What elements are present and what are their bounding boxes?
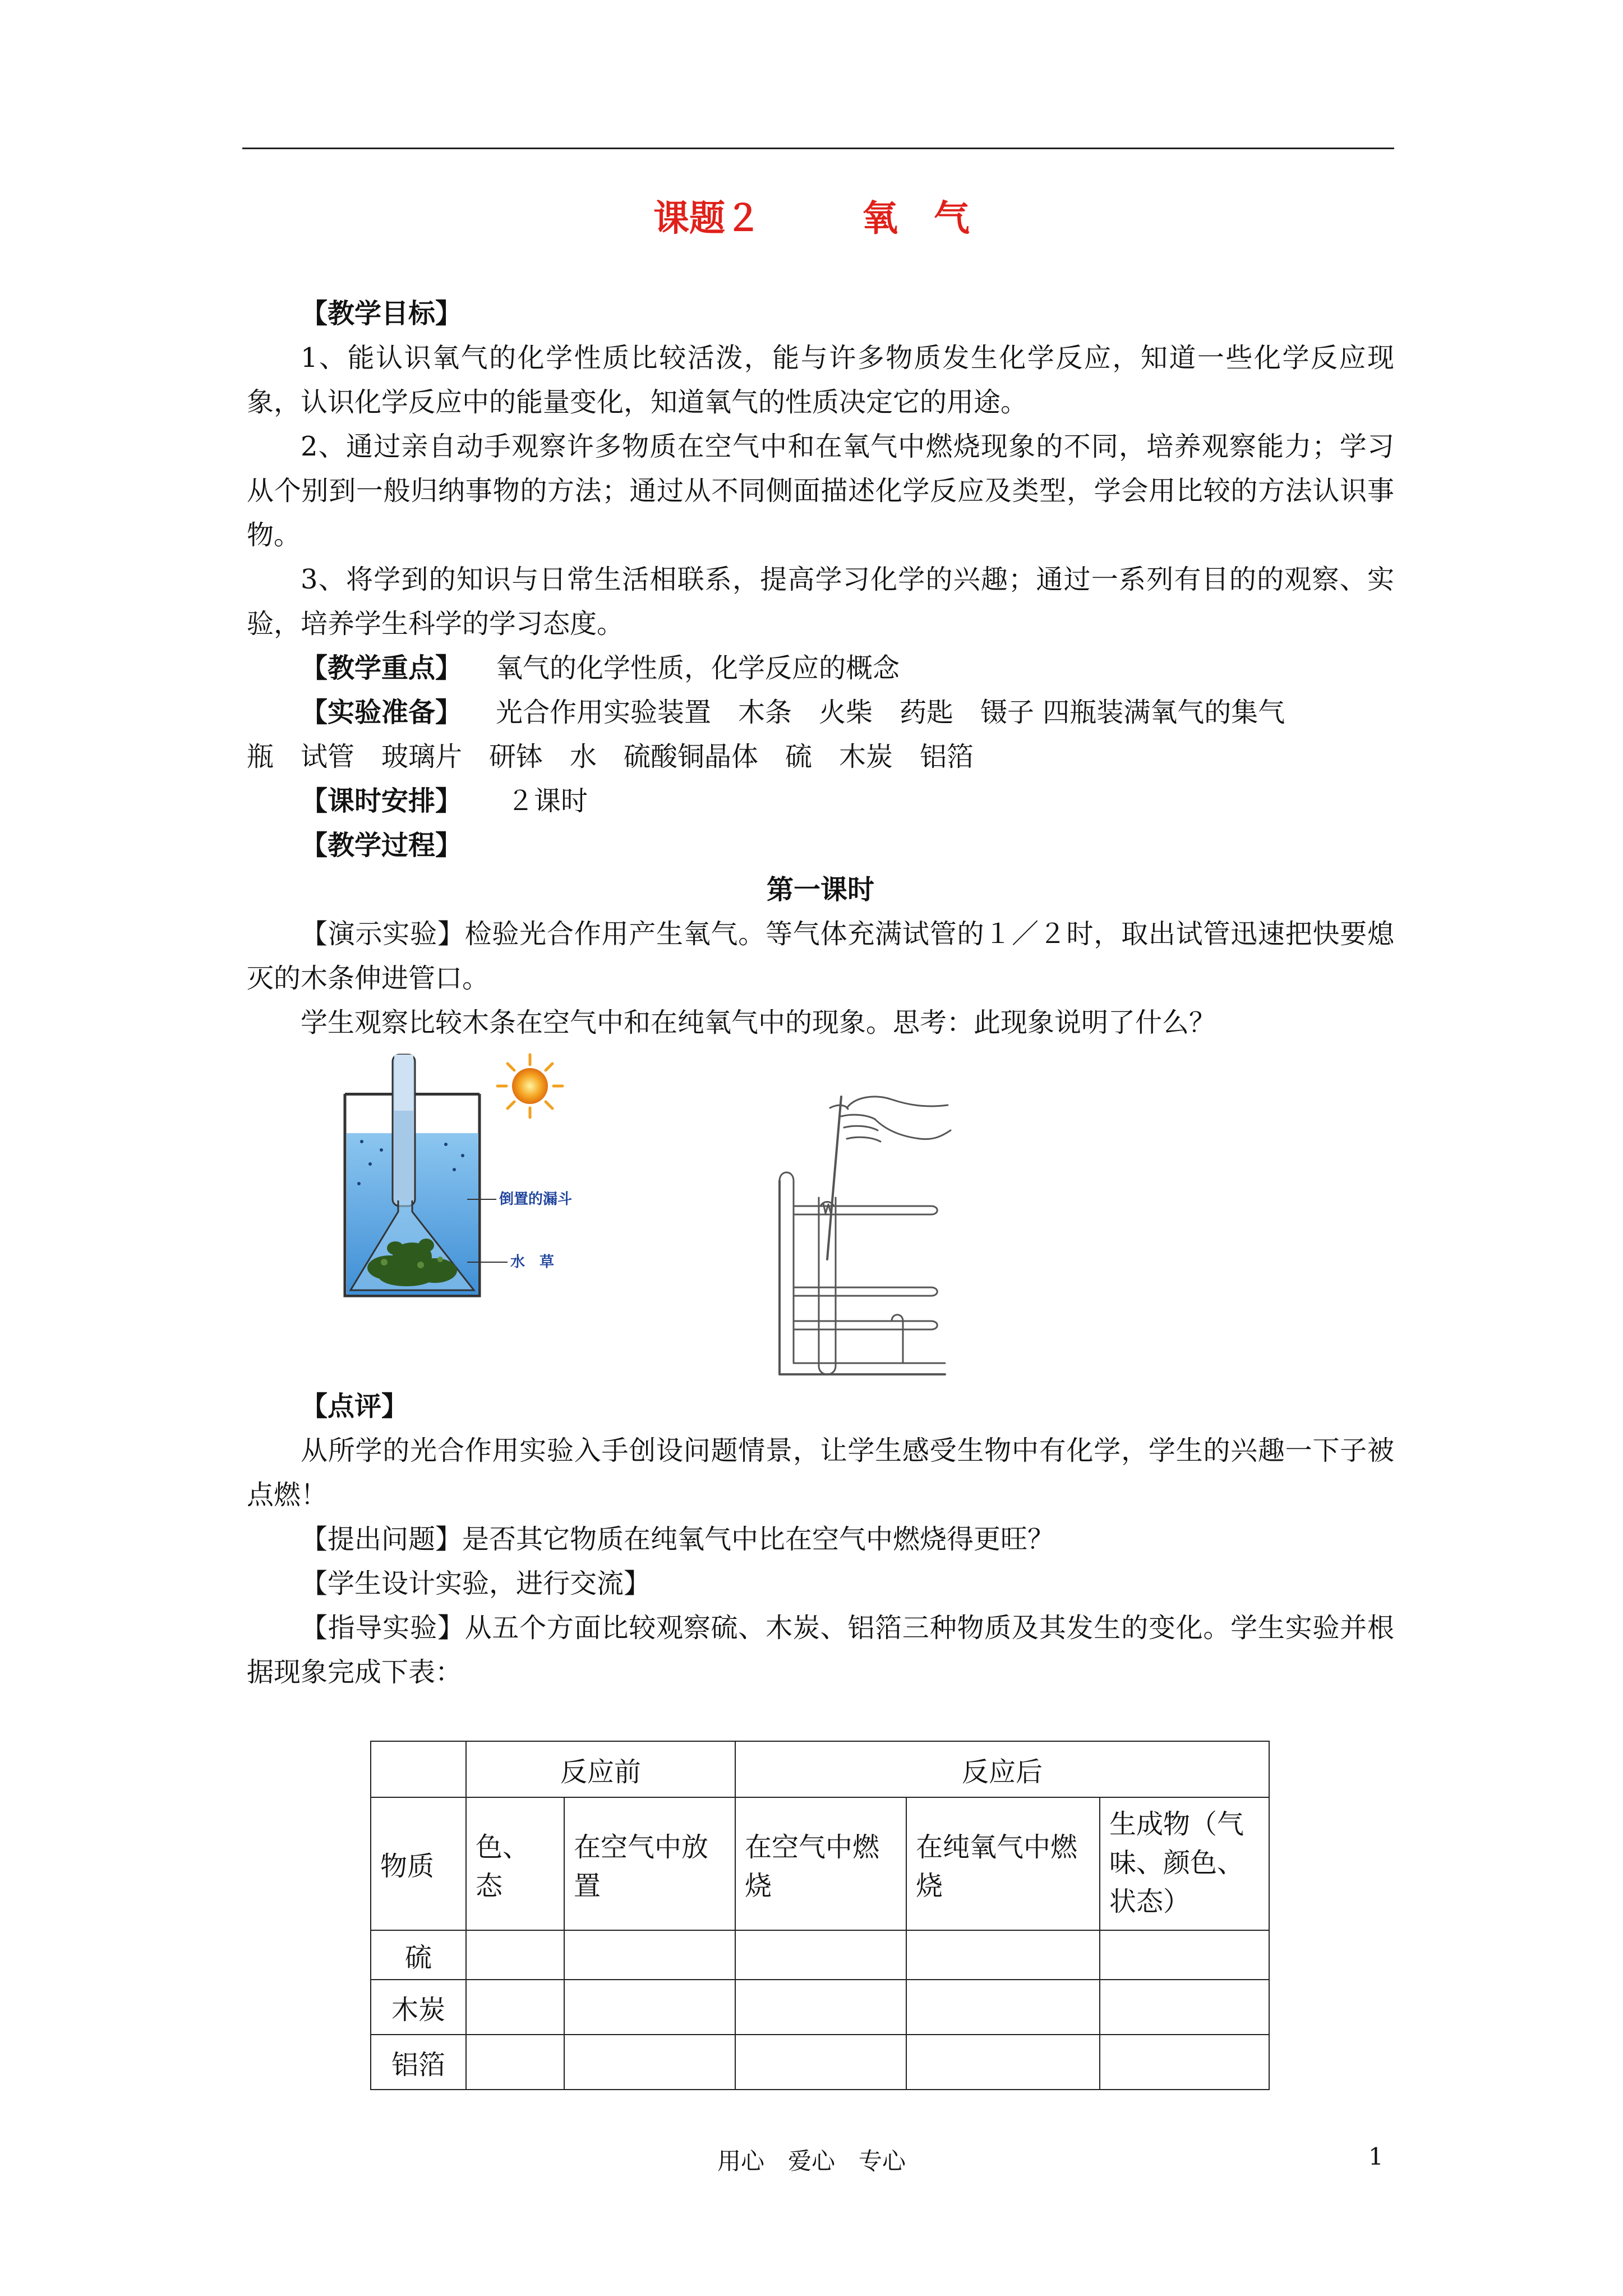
table-cell[interactable]: [906, 1980, 1100, 2035]
header-o2-burn: 在纯氧气中燃烧: [906, 1797, 1100, 1930]
prep-line2: 瓶 试管 玻璃片 研钵 水 硫酸铜晶体 硫 木炭 铝箔: [247, 741, 974, 772]
header-before: 反应前: [466, 1741, 735, 1797]
table-row: [371, 1980, 1269, 2035]
prep-row: [247, 691, 1394, 735]
footer-text: 用心 爱心 专心: [717, 2147, 906, 2175]
objectives-heading: 【教学目标】: [301, 298, 463, 329]
observation-table: [370, 1741, 1270, 2090]
table-cell[interactable]: [1100, 1980, 1269, 2035]
table-cell[interactable]: [466, 1930, 564, 1980]
lesson1-title: 第一课时: [766, 874, 874, 905]
table-cell[interactable]: [1100, 2035, 1269, 2090]
demo-label: 【演示实验】: [301, 918, 465, 950]
question-label: 【提出问题】: [301, 1524, 463, 1555]
header-substance: 物质: [371, 1797, 466, 1930]
question-text: 是否其它物质在纯氧气中比在空气中燃烧得更旺？: [462, 1524, 1055, 1555]
observe-paragraph: 学生观察比较木条在空气中和在纯氧气中的现象。思考：此现象说明了什么？: [301, 1007, 1216, 1038]
header-rule: [242, 148, 1394, 149]
table-cell[interactable]: [735, 2035, 906, 2090]
table-row: [371, 1930, 1269, 1980]
table-row: [371, 2035, 1269, 2090]
table-cell[interactable]: [466, 2035, 564, 2090]
section-objectives: [247, 292, 1394, 1045]
table-cell[interactable]: [735, 1930, 906, 1980]
table-cell[interactable]: [564, 1930, 735, 1980]
header-after: 反应后: [735, 1741, 1269, 1797]
table-header-row-1: [371, 1741, 1269, 1797]
demo-text: 检验光合作用产生氧气。等气体充满试管的１／２时，取出试管迅速把快要熄灭的木条伸进管口。: [247, 918, 1394, 994]
photosynthesis-apparatus-figure: [328, 1049, 631, 1304]
key-points-row: [247, 646, 1394, 691]
header-color-state: 色、态: [466, 1797, 564, 1930]
row-sulfur-label: 硫: [371, 1930, 466, 1980]
page-number: 1: [1368, 2143, 1384, 2170]
row-foil-label: 铝箔: [371, 2035, 466, 2090]
prep-line1: 光合作用实验装置 木条 火柴 药匙 镊子 四瓶装满氧气的集气: [496, 697, 1285, 728]
table-header-row-2: [371, 1797, 1269, 1930]
objective-3: 3、将学到的知识与日常生活相联系，提高学习化学的兴趣；通过一系列有目的的观察、实验，培养学生科学的学习态度。: [247, 564, 1394, 639]
question-paragraph: [247, 1517, 1394, 1562]
table-cell[interactable]: [1100, 1930, 1269, 1980]
row-charcoal-label: 木炭: [371, 1980, 466, 2035]
schedule-label: 【课时安排】: [301, 785, 463, 817]
page-title: [0, 194, 1623, 244]
guide-text: 从五个方面比较观察硫、木炭、铝箔三种物质及其发生的变化。学生实验并根据现象完成下表：: [247, 1612, 1394, 1688]
key-points-text: 氧气的化学性质，化学反应的概念: [496, 652, 900, 684]
schedule-row: [247, 779, 1394, 823]
funnel-label: 倒置的漏斗: [499, 1190, 573, 1207]
splint-test-figure: [763, 1074, 959, 1388]
hand: [847, 1097, 948, 1108]
table-cell[interactable]: [906, 2035, 1100, 2090]
guide-paragraph: [247, 1606, 1394, 1695]
demo-paragraph: [247, 912, 1394, 1001]
wooden-splint: [827, 1097, 841, 1259]
table-cell[interactable]: [735, 1980, 906, 2035]
header-air-burn: 在空气中燃烧: [735, 1797, 906, 1930]
guide-label: 【指导实验】: [301, 1612, 465, 1644]
table-cell[interactable]: [466, 1980, 564, 2035]
title-topic: 氧 气: [862, 197, 970, 240]
table-cell[interactable]: [564, 2035, 735, 2090]
table-cell[interactable]: [564, 1980, 735, 2035]
prep-label: 【实验准备】: [301, 697, 463, 728]
header-air-place: 在空气中放置: [564, 1797, 735, 1930]
plant-label: 水 草: [510, 1253, 555, 1270]
objective-1: 1、能认识氧气的化学性质比较活泼，能与许多物质发生化学反应，知道一些化学反应现象，认识化学反应中的能量变化，知道氧气的性质决定它的用途。: [247, 342, 1394, 418]
objective-2: 2、通过亲自动手观察许多物质在空气中和在氧气中燃烧现象的不同，培养观察能力；学习从个别到一般归纳事物的方法；通过从不同侧面描述化学反应及类型，学会用比较的方法认识事物。: [247, 431, 1394, 551]
sun-icon: [512, 1068, 548, 1104]
section-comment: [247, 1384, 1394, 1695]
schedule-text: ２课时: [507, 785, 588, 817]
table-cell[interactable]: [906, 1930, 1100, 1980]
title-lesson: 课题２: [653, 197, 761, 240]
rack-test-tube: [819, 1198, 836, 1374]
comment-heading: 【点评】: [301, 1391, 409, 1422]
table-cell-corner: [371, 1741, 466, 1797]
process-heading: 【教学过程】: [301, 830, 463, 861]
design-paragraph: 【学生设计实验，进行交流】: [301, 1568, 651, 1599]
key-points-label: 【教学重点】: [301, 652, 463, 684]
comment-text: 从所学的光合作用实验入手创设问题情景，让学生感受生物中有化学，学生的兴趣一下子被点燃！: [247, 1435, 1394, 1511]
header-product: 生成物（气味、颜色、状态）: [1100, 1797, 1269, 1930]
